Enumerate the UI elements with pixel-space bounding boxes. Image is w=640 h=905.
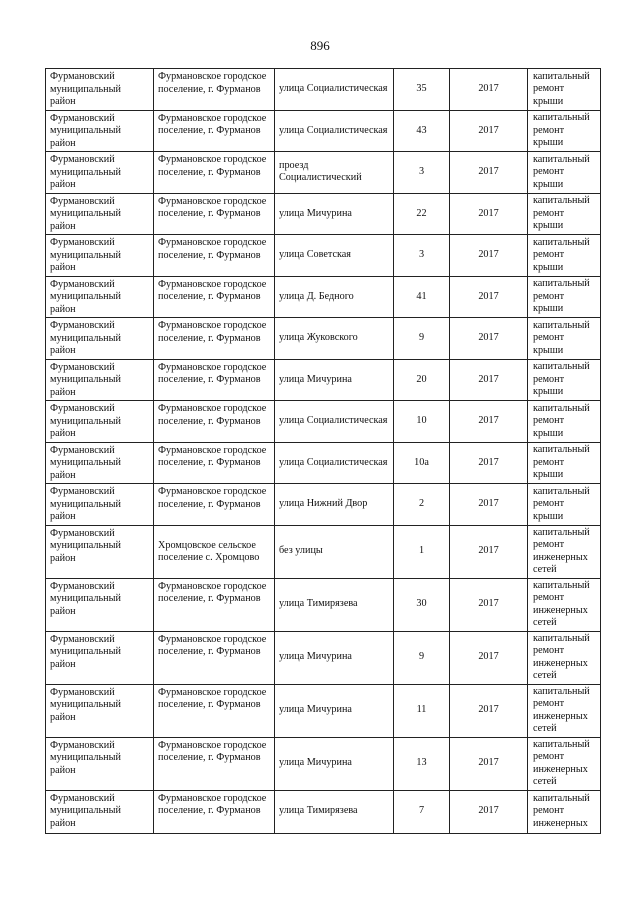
table-row	[46, 631, 601, 684]
settlement-cell: Фурмановское городское поселение, г. Фурманов	[154, 401, 275, 443]
table-row	[46, 318, 601, 360]
year-cell: 2017	[450, 193, 528, 235]
settlement-cell: Фурмановское городское поселение, г. Фурманов	[154, 110, 275, 152]
work-type-cell: капитальный ремонт инженерных сетей	[528, 578, 601, 631]
district-cell: Фурмановский муниципальный район	[46, 235, 154, 277]
street-cell: улица Мичурина	[275, 359, 394, 401]
district-cell: Фурмановский муниципальный район	[46, 578, 154, 631]
street-cell: проезд Социалистический	[275, 152, 394, 194]
district-cell: Фурмановский муниципальный район	[46, 484, 154, 526]
year-cell: 2017	[450, 737, 528, 790]
house-number-cell: 30	[394, 578, 450, 631]
work-type-cell: капитальный ремонт инженерных сетей	[528, 737, 601, 790]
work-type-cell: капитальный ремонт инженерных	[528, 790, 601, 833]
table-row	[46, 110, 601, 152]
settlement-cell: Фурмановское городское поселение, г. Фурманов	[154, 442, 275, 484]
year-cell: 2017	[450, 631, 528, 684]
house-number-cell: 9	[394, 631, 450, 684]
house-number-cell: 11	[394, 684, 450, 737]
table-row	[46, 401, 601, 443]
settlement-cell: Фурмановское городское поселение, г. Фурманов	[154, 684, 275, 737]
repair-registry-table	[45, 68, 601, 834]
work-type-cell: капитальный ремонт крыши	[528, 69, 601, 111]
street-cell: улица Тимирязева	[275, 578, 394, 631]
table-row	[46, 578, 601, 631]
district-cell: Фурмановский муниципальный район	[46, 631, 154, 684]
year-cell: 2017	[450, 525, 528, 578]
work-type-cell: капитальный ремонт крыши	[528, 276, 601, 318]
settlement-cell: Фурмановское городское поселение, г. Фурманов	[154, 359, 275, 401]
district-cell: Фурмановский муниципальный район	[46, 318, 154, 360]
street-cell: улица Д. Бедного	[275, 276, 394, 318]
year-cell: 2017	[450, 790, 528, 833]
street-cell: улица Нижний Двор	[275, 484, 394, 526]
settlement-cell: Фурмановское городское поселение, г. Фурманов	[154, 790, 275, 833]
work-type-cell: капитальный ремонт инженерных сетей	[528, 684, 601, 737]
district-cell: Фурмановский муниципальный район	[46, 684, 154, 737]
street-cell: улица Мичурина	[275, 631, 394, 684]
district-cell: Фурмановский муниципальный район	[46, 790, 154, 833]
work-type-cell: капитальный ремонт крыши	[528, 110, 601, 152]
house-number-cell: 20	[394, 359, 450, 401]
street-cell: улица Социалистическая	[275, 401, 394, 443]
house-number-cell: 22	[394, 193, 450, 235]
year-cell: 2017	[450, 276, 528, 318]
table-row	[46, 484, 601, 526]
house-number-cell: 7	[394, 790, 450, 833]
year-cell: 2017	[450, 684, 528, 737]
house-number-cell: 10	[394, 401, 450, 443]
year-cell: 2017	[450, 318, 528, 360]
street-cell: улица Советская	[275, 235, 394, 277]
table-row	[46, 790, 601, 833]
table-row	[46, 442, 601, 484]
house-number-cell: 10а	[394, 442, 450, 484]
district-cell: Фурмановский муниципальный район	[46, 401, 154, 443]
house-number-cell: 2	[394, 484, 450, 526]
year-cell: 2017	[450, 152, 528, 194]
work-type-cell: капитальный ремонт крыши	[528, 442, 601, 484]
table-row	[46, 684, 601, 737]
settlement-cell: Фурмановское городское поселение, г. Фурманов	[154, 737, 275, 790]
table-row	[46, 152, 601, 194]
district-cell: Фурмановский муниципальный район	[46, 69, 154, 111]
house-number-cell: 13	[394, 737, 450, 790]
district-cell: Фурмановский муниципальный район	[46, 359, 154, 401]
year-cell: 2017	[450, 69, 528, 111]
work-type-cell: капитальный ремонт крыши	[528, 152, 601, 194]
work-type-cell: капитальный ремонт инженерных сетей	[528, 631, 601, 684]
table-row	[46, 359, 601, 401]
house-number-cell: 3	[394, 152, 450, 194]
table-row	[46, 235, 601, 277]
district-cell: Фурмановский муниципальный район	[46, 442, 154, 484]
page-number: 896	[310, 38, 330, 53]
work-type-cell: капитальный ремонт крыши	[528, 401, 601, 443]
work-type-cell: капитальный ремонт крыши	[528, 193, 601, 235]
work-type-cell: капитальный ремонт крыши	[528, 359, 601, 401]
year-cell: 2017	[450, 578, 528, 631]
street-cell: улица Тимирязева	[275, 790, 394, 833]
table-row	[46, 69, 601, 111]
street-cell: улица Социалистическая	[275, 110, 394, 152]
work-type-cell: капитальный ремонт крыши	[528, 235, 601, 277]
street-cell: без улицы	[275, 525, 394, 578]
street-cell: улица Социалистическая	[275, 442, 394, 484]
work-type-cell: капитальный ремонт крыши	[528, 318, 601, 360]
settlement-cell: Фурмановское городское поселение, г. Фурманов	[154, 69, 275, 111]
street-cell: улица Жуковского	[275, 318, 394, 360]
settlement-cell: Фурмановское городское поселение, г. Фурманов	[154, 631, 275, 684]
table-row	[46, 193, 601, 235]
table-row	[46, 276, 601, 318]
year-cell: 2017	[450, 484, 528, 526]
street-cell: улица Мичурина	[275, 737, 394, 790]
settlement-cell: Фурмановское городское поселение, г. Фурманов	[154, 193, 275, 235]
house-number-cell: 35	[394, 69, 450, 111]
settlement-cell: Фурмановское городское поселение, г. Фурманов	[154, 578, 275, 631]
settlement-cell: Фурмановское городское поселение, г. Фурманов	[154, 484, 275, 526]
year-cell: 2017	[450, 401, 528, 443]
work-type-cell: капитальный ремонт крыши	[528, 484, 601, 526]
district-cell: Фурмановский муниципальный район	[46, 152, 154, 194]
district-cell: Фурмановский муниципальный район	[46, 193, 154, 235]
district-cell: Фурмановский муниципальный район	[46, 276, 154, 318]
settlement-cell: Фурмановское городское поселение, г. Фурманов	[154, 235, 275, 277]
work-type-cell: капитальный ремонт инженерных сетей	[528, 525, 601, 578]
house-number-cell: 41	[394, 276, 450, 318]
settlement-cell: Хромцовское сельское поселение с. Хромцово	[154, 525, 275, 578]
year-cell: 2017	[450, 110, 528, 152]
street-cell: улица Мичурина	[275, 193, 394, 235]
settlement-cell: Фурмановское городское поселение, г. Фурманов	[154, 318, 275, 360]
house-number-cell: 3	[394, 235, 450, 277]
table-row	[46, 737, 601, 790]
settlement-cell: Фурмановское городское поселение, г. Фурманов	[154, 276, 275, 318]
table-row	[46, 525, 601, 578]
street-cell: улица Социалистическая	[275, 69, 394, 111]
house-number-cell: 43	[394, 110, 450, 152]
house-number-cell: 9	[394, 318, 450, 360]
settlement-cell: Фурмановское городское поселение, г. Фурманов	[154, 152, 275, 194]
district-cell: Фурмановский муниципальный район	[46, 737, 154, 790]
house-number-cell: 1	[394, 525, 450, 578]
year-cell: 2017	[450, 359, 528, 401]
street-cell: улица Мичурина	[275, 684, 394, 737]
year-cell: 2017	[450, 235, 528, 277]
district-cell: Фурмановский муниципальный район	[46, 110, 154, 152]
district-cell: Фурмановский муниципальный район	[46, 525, 154, 578]
year-cell: 2017	[450, 442, 528, 484]
